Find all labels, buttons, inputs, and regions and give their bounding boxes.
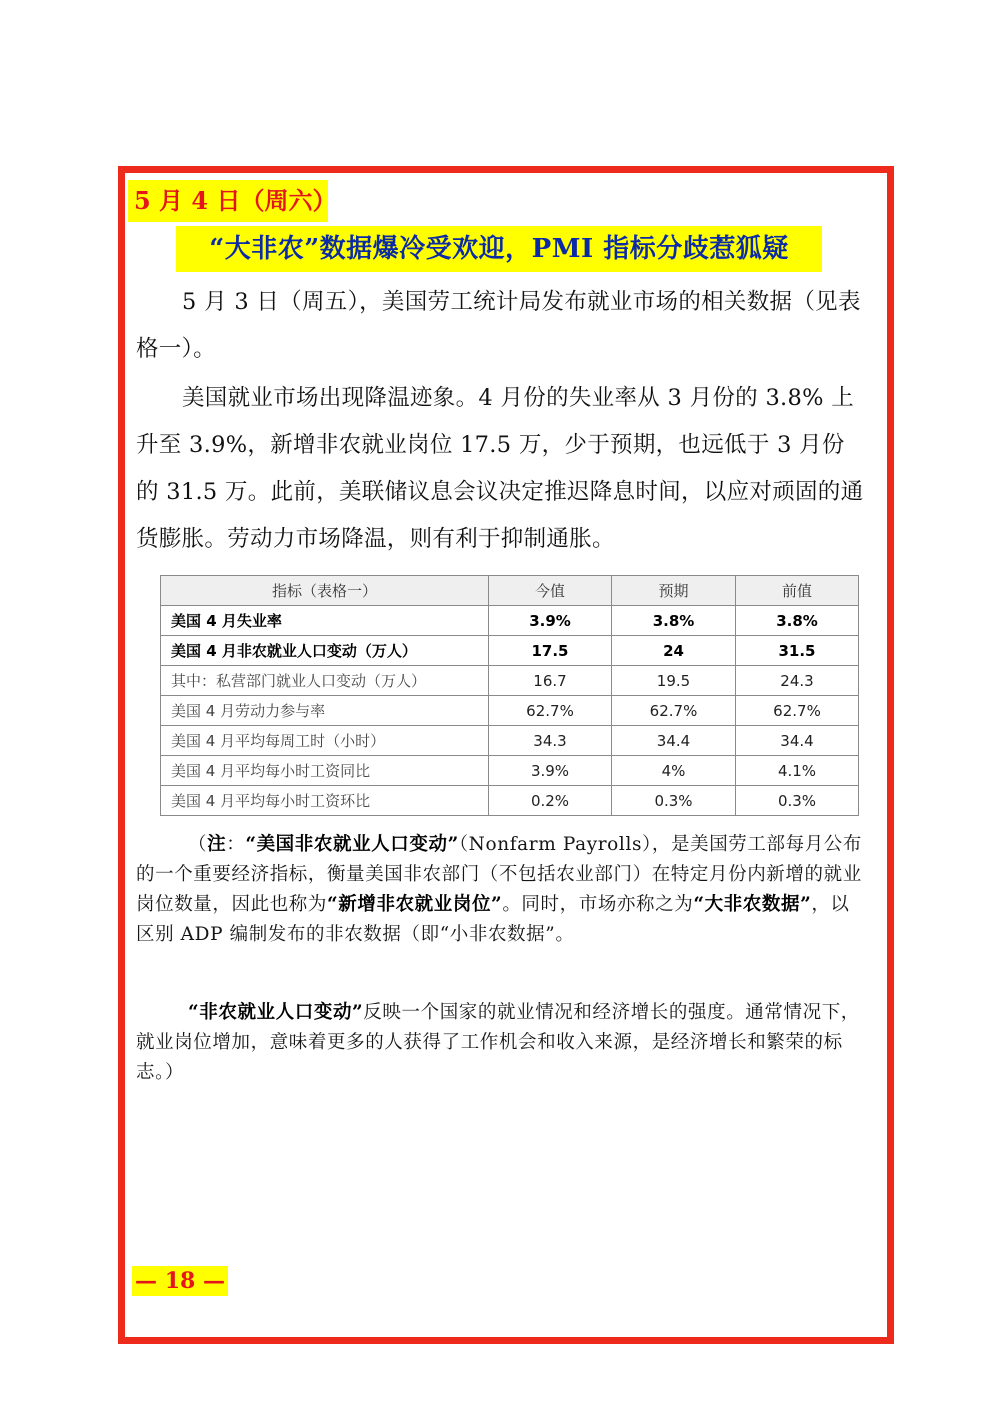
article-title: “大非农”数据爆冷受欢迎，PMI 指标分歧惹狐疑	[176, 226, 822, 272]
cell-previous: 34.4	[736, 726, 859, 756]
header-expected: 预期	[612, 576, 736, 606]
note-term: “大非农数据”	[693, 894, 812, 915]
note-term: “非农就业人口变动”	[188, 1002, 364, 1023]
cell-previous: 3.8%	[736, 606, 859, 636]
page-number: — 18 —	[132, 1266, 228, 1296]
table-row	[161, 606, 859, 636]
cell-current: 17.5	[489, 636, 612, 666]
cell-indicator: 美国 4 月失业率	[161, 606, 489, 636]
table-row	[161, 696, 859, 726]
cell-expected: 4%	[612, 756, 736, 786]
note-term: “美国非农就业人口变动”	[245, 834, 459, 855]
note-paragraph-2	[136, 998, 866, 1088]
cell-current: 34.3	[489, 726, 612, 756]
table-row	[161, 786, 859, 816]
date-label: 5 月 4 日（周六）	[128, 180, 328, 222]
paragraph-1: 5 月 3 日（周五），美国劳工统计局发布就业市场的相关数据（见表格一）。	[136, 289, 861, 362]
note-text: ：	[226, 834, 246, 855]
cell-indicator: 美国 4 月平均每周工时（小时）	[161, 726, 489, 756]
cell-expected: 3.8%	[612, 606, 736, 636]
table-header-row	[161, 576, 859, 606]
cell-expected: 19.5	[612, 666, 736, 696]
cell-indicator: 美国 4 月非农就业人口变动（万人）	[161, 636, 489, 666]
cell-previous: 62.7%	[736, 696, 859, 726]
cell-indicator: 美国 4 月劳动力参与率	[161, 696, 489, 726]
cell-indicator: 美国 4 月平均每小时工资环比	[161, 786, 489, 816]
table-row	[161, 726, 859, 756]
cell-indicator: 美国 4 月平均每小时工资同比	[161, 756, 489, 786]
cell-previous: 24.3	[736, 666, 859, 696]
note-paragraph-1	[136, 830, 866, 950]
note-text: ，以区别 ADP 编制发布的非农数据（即“小非农数据”。	[136, 894, 850, 945]
table-row	[161, 756, 859, 786]
cell-expected: 24	[612, 636, 736, 666]
paragraph-2: 美国就业市场出现降温迹象。4 月份的失业率从 3 月份的 3.8% 上升至 3.9%，新增非农就业岗位 17.5 万，少于预期，也远低于 3 月份的 31.5 万。此前，美联储议息会议决定推迟降息时间，以应对顽固的通货膨胀。劳动力市场降温，则有利于抑制通胀。	[136, 385, 864, 552]
header-previous: 前值	[736, 576, 859, 606]
table-row	[161, 636, 859, 666]
note-text: 。同时，市场亦称之为	[502, 894, 694, 915]
cell-current: 0.2%	[489, 786, 612, 816]
cell-expected: 0.3%	[612, 786, 736, 816]
cell-current: 3.9%	[489, 756, 612, 786]
note-text: （	[188, 834, 208, 855]
cell-expected: 34.4	[612, 726, 736, 756]
note-label: 注	[207, 834, 227, 855]
note-text: 反映一个国家的就业情况和经济增长的强度。通常情况下，就业岗位增加，意味着更多的人获得了工作机会和收入来源，是经济增长和繁荣的标志。）	[136, 1002, 860, 1083]
data-table-container	[160, 575, 858, 816]
cell-current: 16.7	[489, 666, 612, 696]
cell-current: 62.7%	[489, 696, 612, 726]
cell-previous: 31.5	[736, 636, 859, 666]
employment-data-table	[160, 575, 859, 816]
header-indicator: 指标（表格一）	[161, 576, 489, 606]
cell-indicator: 其中：私营部门就业人口变动（万人）	[161, 666, 489, 696]
header-current: 今值	[489, 576, 612, 606]
cell-previous: 0.3%	[736, 786, 859, 816]
cell-previous: 4.1%	[736, 756, 859, 786]
table-row	[161, 666, 859, 696]
note-term: “新增非农就业岗位”	[327, 894, 503, 915]
note-text: （Nonfarm Payrolls），是美国劳工部每月公布的一个重要经济指标，衡量美国非农部门（不包括农业部门）在特定月份内新增的就业岗位数量，因此也称为	[136, 834, 863, 915]
cell-current: 3.9%	[489, 606, 612, 636]
cell-expected: 62.7%	[612, 696, 736, 726]
